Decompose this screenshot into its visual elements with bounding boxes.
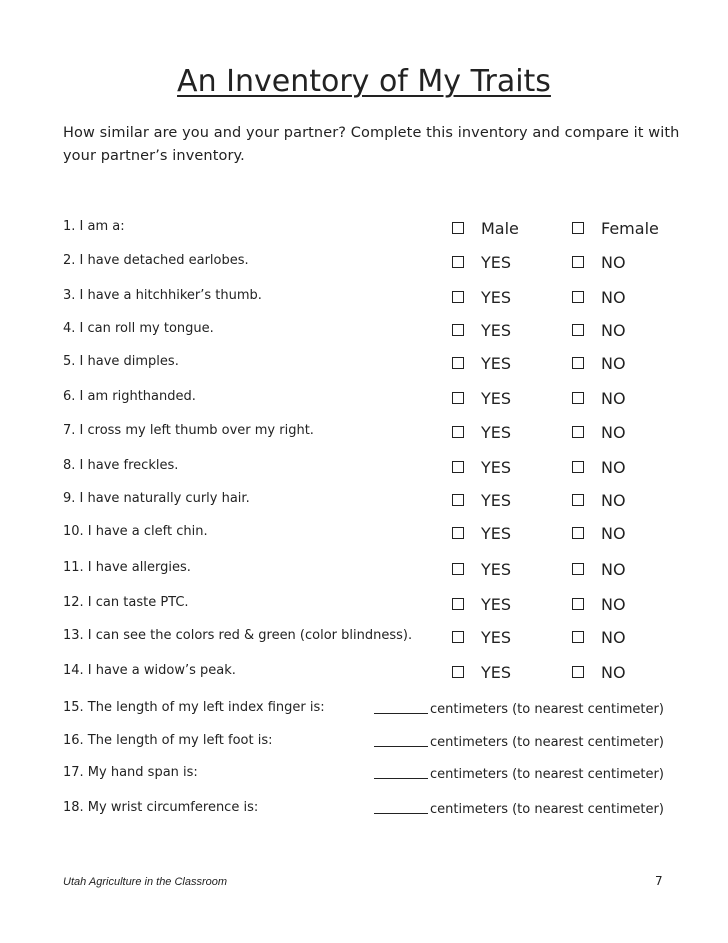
answer-line[interactable]	[374, 733, 428, 747]
question-text: 4. I can roll my tongue.	[63, 321, 214, 336]
question-row	[0, 591, 728, 617]
question-row	[0, 215, 728, 241]
question-text: 11. I have allergies.	[63, 560, 191, 575]
option-no[interactable]: NO	[572, 419, 626, 445]
checkbox-icon[interactable]	[572, 392, 584, 404]
measurement-row	[0, 761, 728, 787]
option-no[interactable]: NO	[572, 284, 626, 310]
footer-source: Utah Agriculture in the Classroom	[63, 876, 228, 888]
option-female[interactable]: Female	[572, 215, 659, 241]
measurement-blank[interactable]: centimeters (to nearest centimeter)	[374, 800, 664, 817]
option-yes[interactable]: YES	[452, 419, 511, 445]
option-no[interactable]: NO	[572, 659, 626, 685]
checkbox-icon[interactable]	[572, 426, 584, 438]
question-text: 3. I have a hitchhiker’s thumb.	[63, 288, 262, 303]
checkbox-icon[interactable]	[452, 563, 464, 575]
option-yes[interactable]: YES	[452, 385, 511, 411]
checkbox-icon[interactable]	[452, 631, 464, 643]
option-yes[interactable]: YES	[452, 284, 511, 310]
checkbox-icon[interactable]	[452, 222, 464, 234]
checkbox-icon[interactable]	[452, 357, 464, 369]
option-male[interactable]: Male	[452, 215, 519, 241]
measurement-row	[0, 796, 728, 822]
checkbox-icon[interactable]	[452, 461, 464, 473]
option-no[interactable]: NO	[572, 249, 626, 275]
option-yes[interactable]: YES	[452, 520, 511, 546]
page-title: An Inventory of My Traits	[177, 64, 551, 99]
question-text: 8. I have freckles.	[63, 458, 179, 473]
measurement-text: 18. My wrist circumference is:	[63, 800, 259, 815]
option-no[interactable]: NO	[572, 520, 626, 546]
option-yes[interactable]: YES	[452, 454, 511, 480]
measurement-row	[0, 729, 728, 755]
question-text: 12. I can taste PTC.	[63, 595, 189, 610]
option-yes[interactable]: YES	[452, 249, 511, 275]
checkbox-icon[interactable]	[572, 666, 584, 678]
option-yes[interactable]: YES	[452, 591, 511, 617]
checkbox-icon[interactable]	[572, 256, 584, 268]
intro-text: How similar are you and your partner? Complete this inventory and compare it with your partner’s inventory.	[63, 125, 680, 164]
option-yes[interactable]: YES	[452, 350, 511, 376]
checkbox-icon[interactable]	[572, 563, 584, 575]
option-no[interactable]: NO	[572, 385, 626, 411]
option-no[interactable]: NO	[572, 454, 626, 480]
option-no[interactable]: NO	[572, 317, 626, 343]
question-row	[0, 419, 728, 445]
question-row	[0, 317, 728, 343]
checkbox-icon[interactable]	[572, 598, 584, 610]
option-yes[interactable]: YES	[452, 487, 511, 513]
checkbox-icon[interactable]	[452, 527, 464, 539]
page-number: 7	[655, 874, 663, 888]
checkbox-icon[interactable]	[452, 392, 464, 404]
option-no[interactable]: NO	[572, 591, 626, 617]
checkbox-icon[interactable]	[572, 222, 584, 234]
checkbox-icon[interactable]	[572, 527, 584, 539]
question-row	[0, 659, 728, 685]
measurement-blank[interactable]: centimeters (to nearest centimeter)	[374, 733, 664, 750]
checkbox-icon[interactable]	[572, 494, 584, 506]
checkbox-icon[interactable]	[452, 494, 464, 506]
checkbox-icon[interactable]	[572, 461, 584, 473]
question-text: 5. I have dimples.	[63, 354, 179, 369]
checkbox-icon[interactable]	[452, 324, 464, 336]
question-row	[0, 487, 728, 513]
option-no[interactable]: NO	[572, 624, 626, 650]
question-text: 9. I have naturally curly hair.	[63, 491, 250, 506]
checkbox-icon[interactable]	[452, 256, 464, 268]
checkbox-icon[interactable]	[452, 598, 464, 610]
measurement-row	[0, 696, 728, 722]
question-text: 6. I am righthanded.	[63, 389, 196, 404]
measurement-blank[interactable]: centimeters (to nearest centimeter)	[374, 700, 664, 717]
question-row	[0, 624, 728, 650]
checkbox-icon[interactable]	[572, 324, 584, 336]
option-yes[interactable]: YES	[452, 624, 511, 650]
measurement-text: 17. My hand span is:	[63, 765, 198, 780]
option-yes[interactable]: YES	[452, 556, 511, 582]
question-row	[0, 556, 728, 582]
question-row	[0, 284, 728, 310]
question-row	[0, 454, 728, 480]
answer-line[interactable]	[374, 800, 428, 814]
answer-line[interactable]	[374, 765, 428, 779]
question-text: 14. I have a widow’s peak.	[63, 663, 236, 678]
measurement-text: 16. The length of my left foot is:	[63, 733, 273, 748]
option-yes[interactable]: YES	[452, 317, 511, 343]
question-text: 1. I am a:	[63, 219, 125, 234]
question-text: 10. I have a cleft chin.	[63, 524, 208, 539]
checkbox-icon[interactable]	[572, 291, 584, 303]
question-row	[0, 350, 728, 376]
option-yes[interactable]: YES	[452, 659, 511, 685]
checkbox-icon[interactable]	[452, 426, 464, 438]
measurement-text: 15. The length of my left index finger is:	[63, 700, 325, 715]
question-text: 7. I cross my left thumb over my right.	[63, 423, 314, 438]
question-row	[0, 385, 728, 411]
checkbox-icon[interactable]	[452, 291, 464, 303]
option-no[interactable]: NO	[572, 350, 626, 376]
question-text: 2. I have detached earlobes.	[63, 253, 249, 268]
answer-line[interactable]	[374, 700, 428, 714]
checkbox-icon[interactable]	[452, 666, 464, 678]
option-no[interactable]: NO	[572, 487, 626, 513]
question-row	[0, 520, 728, 546]
checkbox-icon[interactable]	[572, 357, 584, 369]
measurement-blank[interactable]: centimeters (to nearest centimeter)	[374, 765, 664, 782]
question-text: 13. I can see the colors red & green (color blindness).	[63, 628, 413, 643]
option-no[interactable]: NO	[572, 556, 626, 582]
checkbox-icon[interactable]	[572, 631, 584, 643]
question-row	[0, 249, 728, 275]
